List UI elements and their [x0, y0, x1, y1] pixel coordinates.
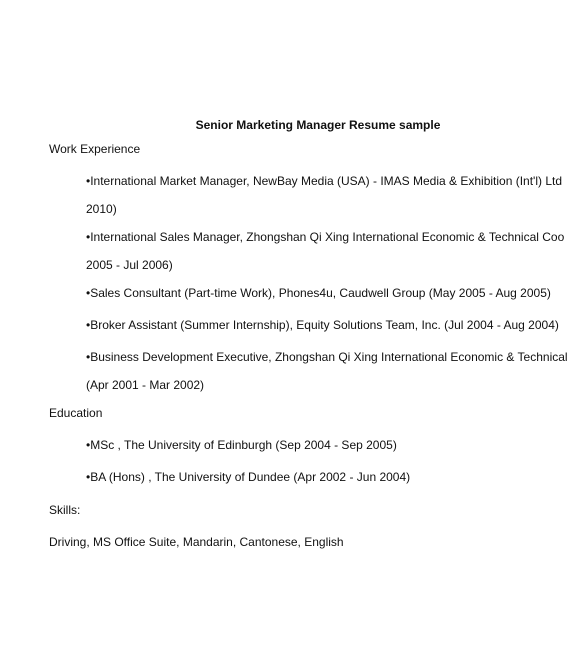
- education-item-2-line-1: •BA (Hons) , The University of Dundee (Apr 2002 - Jun 2004): [86, 470, 411, 484]
- work-item-1: [86, 173, 563, 229]
- work-item-5-line-2: (Apr 2001 - Mar 2002): [86, 378, 205, 392]
- education-item-1-line-1: •MSc , The University of Edinburgh (Sep 2004 - Sep 2005): [86, 438, 397, 452]
- work-item-1-line-2: 2010): [86, 202, 117, 216]
- work-item-2-line-2: 2005 - Jul 2006): [86, 258, 173, 272]
- education-item-2: [86, 469, 495, 497]
- work-item-2: [86, 229, 565, 285]
- work-experience-heading: Work Experience: [49, 142, 141, 156]
- education-item-1: [86, 437, 495, 465]
- work-item-2-line-1: •International Sales Manager, Zhongshan Qi Xing International Economic & Technical Coo: [86, 230, 565, 244]
- work-item-1-line-1: •International Market Manager, NewBay Media (USA) - IMAS Media & Exhibition (Int'l) Ltd: [86, 174, 563, 188]
- work-item-3: [86, 285, 551, 313]
- work-item-5-line-1: •Business Development Executive, Zhongshan Qi Xing International Economic & Technical: [86, 350, 568, 364]
- work-item-4-line-1: •Broker Assistant (Summer Internship), Equity Solutions Team, Inc. (Jul 2004 - Aug 2004): [86, 318, 559, 332]
- skills-heading: Skills:: [49, 503, 81, 517]
- work-item-3-line-1: •Sales Consultant (Part-time Work), Phones4u, Caudwell Group (May 2005 - Aug 2005): [86, 286, 551, 300]
- page-title: Senior Marketing Manager Resume sample: [195, 118, 441, 132]
- work-item-4: [86, 317, 559, 345]
- skills-text: Driving, MS Office Suite, Mandarin, Cantonese, English: [49, 535, 344, 549]
- work-item-5: [86, 349, 568, 405]
- education-heading: Education: [49, 406, 103, 420]
